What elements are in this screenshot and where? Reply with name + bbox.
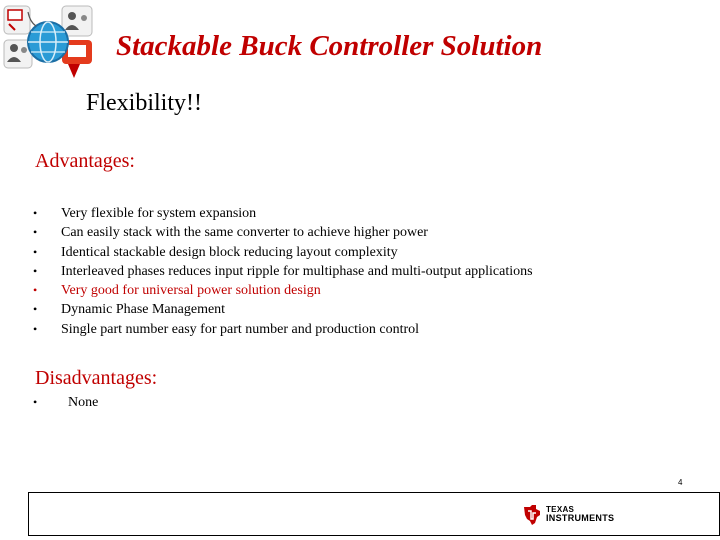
- ti-wordmark-line1: TEXAS: [546, 505, 575, 514]
- page-subtitle: Flexibility!!: [86, 90, 202, 116]
- disadvantages-list: [33, 393, 98, 412]
- disadvantages-heading-text: Disadvantages: [35, 367, 152, 389]
- list-item-text: Identical stackable design block reducing layout complexity: [61, 244, 398, 260]
- list-item-text: Very flexible for system expansion: [61, 206, 257, 221]
- bullet-icon: •: [33, 302, 38, 317]
- list-item-highlighted: [33, 281, 533, 300]
- list-item: [33, 393, 98, 412]
- disadvantages-heading-colon: :: [151, 367, 158, 389]
- list-item-text: Dynamic Phase Management: [61, 302, 226, 318]
- list-item: [33, 262, 533, 281]
- bullet-icon: •: [33, 244, 38, 259]
- network-globe-people-icon: [2, 4, 98, 80]
- advantages-heading-text: Advantages: [35, 150, 130, 172]
- bullet-icon: •: [33, 283, 38, 298]
- bullet-icon: •: [33, 395, 38, 409]
- advantages-list: [33, 204, 533, 339]
- advantages-heading: [35, 150, 135, 173]
- list-item: [33, 243, 533, 262]
- list-item-text: None: [68, 395, 99, 410]
- list-item: [33, 320, 533, 339]
- list-item-text: Very good for universal power solution design: [61, 283, 321, 299]
- bullet-icon: •: [33, 206, 38, 220]
- disadvantages-heading: [35, 367, 157, 390]
- advantages-heading-colon: :: [129, 150, 135, 172]
- page-number: 4: [678, 478, 683, 487]
- bullet-icon: •: [33, 321, 38, 336]
- page-title: Stackable Buck Controller Solution: [116, 30, 543, 62]
- bullet-icon: •: [33, 225, 38, 240]
- list-item-text: Interleaved phases reduces input ripple for multiphase and multi-output applications: [61, 263, 533, 279]
- list-item-text: Can easily stack with the same converter to achieve higher power: [61, 225, 428, 241]
- list-item: [33, 223, 533, 242]
- bullet-icon: •: [33, 263, 38, 278]
- list-item-text: Single part number easy for part number and production control: [61, 321, 420, 337]
- list-item: [33, 300, 533, 319]
- ti-wordmark: [546, 505, 614, 523]
- ti-wordmark-line2: INSTRUMENTS: [546, 513, 615, 523]
- list-item: [33, 204, 533, 223]
